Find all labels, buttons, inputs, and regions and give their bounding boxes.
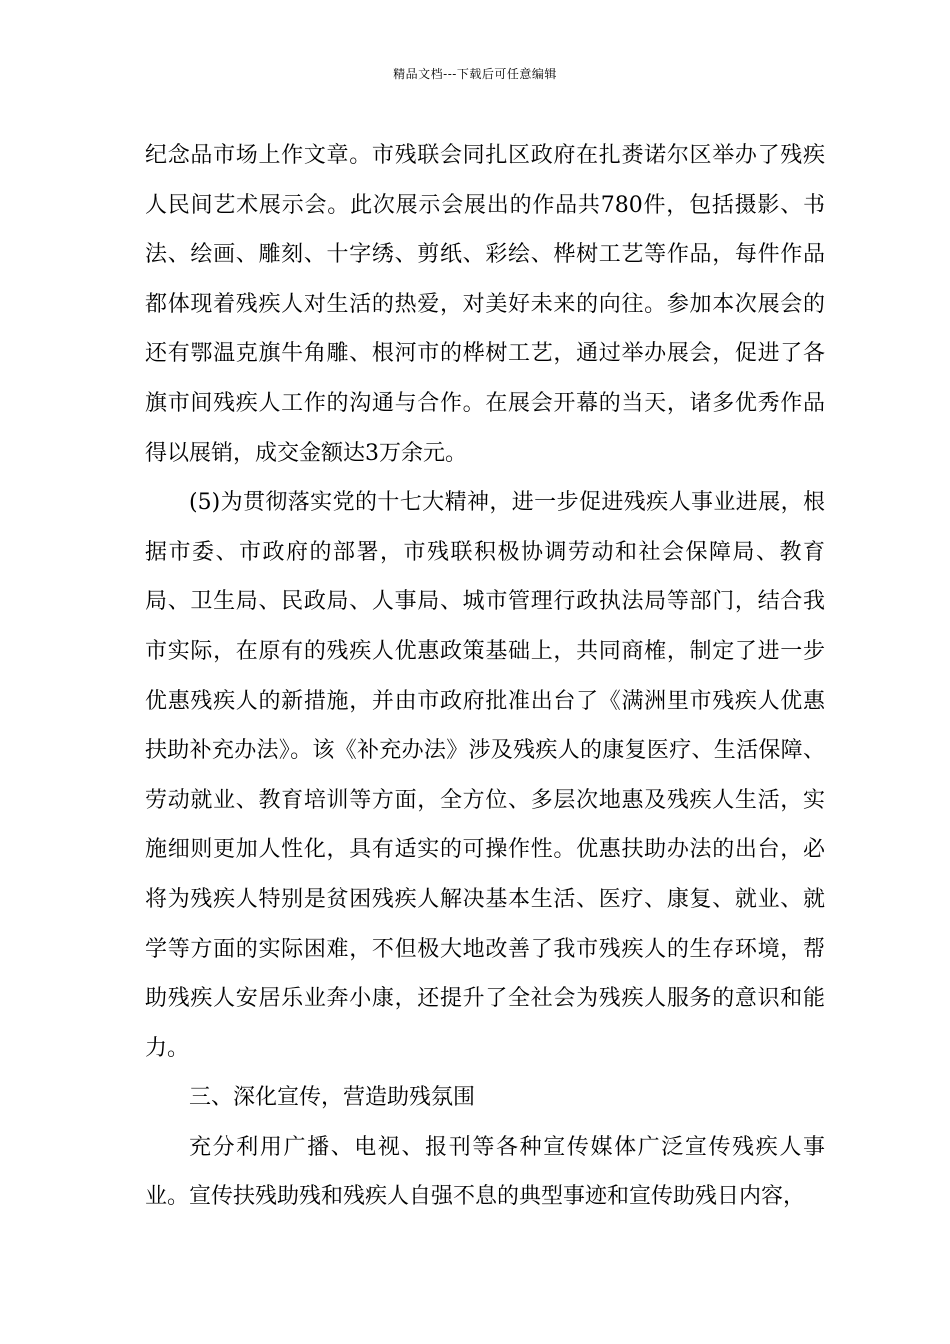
paragraph-continued: 纪念品市场上作文章。市残联会同扎区政府在扎赉诺尔区举办了残疾人民间艺术展示会。此次展示会展出的作品共780件，包括摄影、书法、绘画、雕刻、十字绣、剪纸、彩绘、桦树工艺等作品，每件作品都体现着残疾人对生活的热爱，对美好未来的向往。参加本次展会的还有鄂温克旗牛角雕、根河市的桦树工艺，通过举办展会，促进了各旗市间残疾人工作的沟通与合作。在展会开幕的当天，诸多优秀作品得以展销，成交金额达3万余元。 [145,143,825,466]
page-header: 精品文档---下载后可任意编辑 [393,67,557,81]
paragraph-item-5: (5)为贯彻落实党的十七大精神，进一步促进残疾人事业进展，根据市委、市政府的部署，市残联积极协调劳动和社会保障局、教育局、卫生局、民政局、人事局、城市管理行政执法局等部门，结合我市实际，在原有的残疾人优惠政策基础上，共同商榷，制定了进一步优惠残疾人的新措施，并由市政府批准出台了《满洲里市残疾人优惠扶助补充办法》。该《补充办法》涉及残疾人的康复医疗、生活保障、劳动就业、教育培训等方面，全方位、多层次地惠及残疾人生活，实施细则更加人性化，具有适实的可操作性。优惠扶助办法的出台，必将为残疾人特别是贫困残疾人解决基本生活、医疗、康复、就业、就学等方面的实际困难，不但极大地改善了我市残疾人的生存环境，帮助残疾人安居乐业奔小康，还提升了全社会为残疾人服务的意识和能力。 [145,490,825,1061]
document-body [145,131,825,1222]
section-heading-3: 三、深化宣传，营造助残氛围 [189,1085,476,1111]
paragraph-publicity: 充分利用广播、电视、报刊等各种宣传媒体广泛宣传残疾人事业。宣传扶残助残和残疾人自强不息的典型事迹和宣传助残日内容， [145,1134,825,1210]
